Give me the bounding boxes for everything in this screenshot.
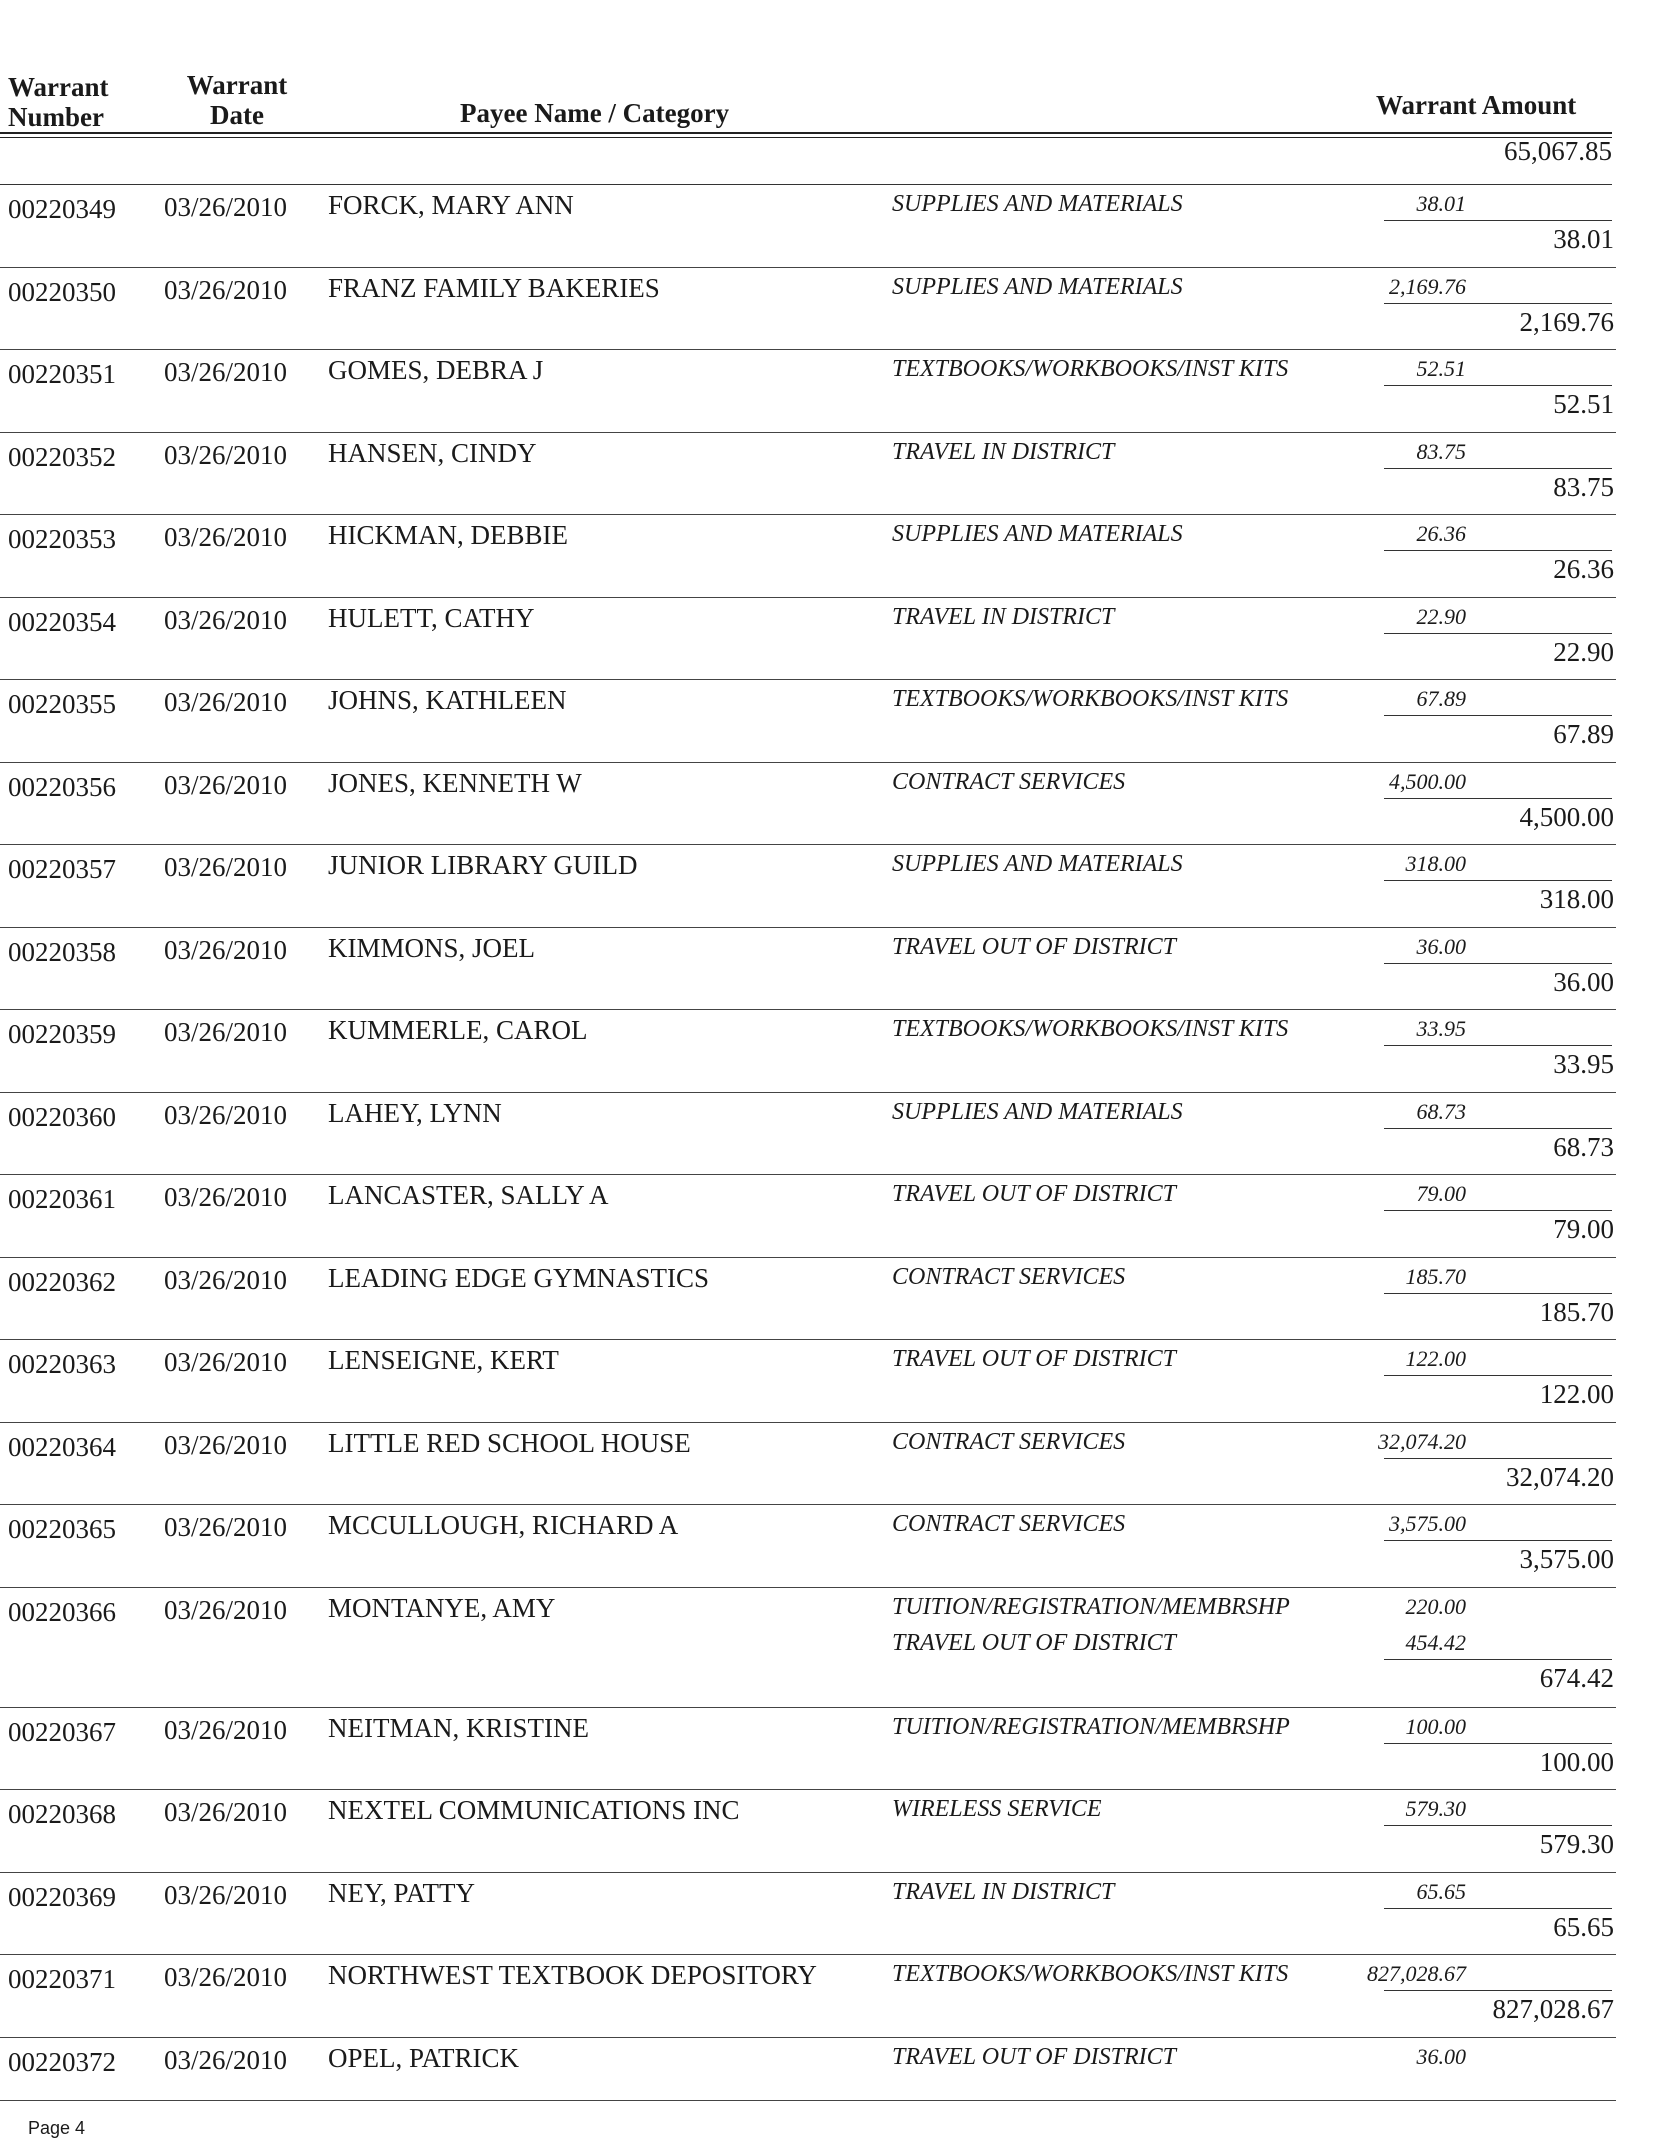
warrant-number: 00220358	[8, 936, 116, 967]
category-list	[892, 516, 1183, 552]
line-amount-list	[1336, 1874, 1566, 1910]
line-amount: 33.95	[1416, 1016, 1466, 1041]
subtotal-rule	[1384, 798, 1612, 799]
row-divider	[0, 184, 1612, 185]
subtotal-rule	[1384, 468, 1612, 469]
warrant-number: 00220366	[8, 1596, 116, 1627]
warrant-date: 03/26/2010	[164, 769, 288, 800]
line-amount: 67.89	[1416, 686, 1466, 711]
warrant-date: 03/26/2010	[164, 1429, 288, 1460]
warrant-date: 03/26/2010	[164, 1879, 288, 1910]
line-amount-list	[1336, 516, 1566, 552]
category-label: SUPPLIES AND MATERIALS	[892, 851, 1183, 877]
category-list	[892, 929, 1176, 965]
header-warrant-date	[172, 70, 302, 130]
line-amount: 36.00	[1416, 933, 1466, 959]
category-label: TRAVEL OUT OF DISTRICT	[892, 1181, 1176, 1207]
warrant-total: 318.00	[1539, 884, 1614, 914]
category-label: WIRELESS SERVICE	[892, 1796, 1102, 1822]
header-rule	[0, 132, 1612, 134]
warrant-number: 00220350	[8, 276, 116, 307]
subtotal-rule	[1384, 1990, 1612, 1991]
warrant-date: 03/26/2010	[164, 274, 288, 305]
warrant-date: 03/26/2010	[164, 1347, 288, 1377]
category-list	[892, 1956, 1288, 1992]
warrant-total: 100.00	[1539, 1746, 1614, 1777]
payee-name: HANSEN, CINDY	[328, 437, 537, 468]
warrant-total: 52.51	[1553, 389, 1614, 419]
subtotal-rule	[1384, 550, 1612, 551]
warrant-total: 674.42	[1539, 1662, 1614, 1693]
row-divider	[0, 267, 1616, 268]
row-divider	[0, 1092, 1616, 1093]
category-label: CONTRACT SERVICES	[892, 768, 1126, 795]
header-warrant-number	[8, 72, 109, 132]
row-divider	[0, 1587, 1616, 1588]
payee-name: JONES, KENNETH W	[328, 767, 582, 798]
payee-name: LAHEY, LYNN	[328, 1097, 502, 1128]
line-amount: 83.75	[1416, 438, 1466, 464]
row-divider	[0, 514, 1616, 515]
payee-name: LEADING EDGE GYMNASTICS	[328, 1262, 709, 1293]
warrant-total: 36.00	[1553, 966, 1614, 997]
warrant-number: 00220368	[8, 1799, 116, 1829]
category-list	[892, 2039, 1176, 2075]
line-amount-list	[1336, 599, 1566, 635]
warrant-number: 00220369	[8, 1881, 116, 1912]
payee-name: LENSEIGNE, KERT	[328, 1345, 559, 1375]
subtotal-rule	[1384, 220, 1612, 221]
warrant-number: 00220352	[8, 441, 116, 472]
category-label: TUITION/REGISTRATION/MEMBRSHP	[892, 1713, 1290, 1740]
table-row	[0, 1094, 1620, 1177]
line-amount: 3,575.00	[1389, 1511, 1466, 1536]
line-amount-list	[1336, 434, 1566, 470]
category-label: CONTRACT SERVICES	[892, 1263, 1126, 1290]
row-divider	[0, 1257, 1616, 1258]
table-row	[0, 269, 1620, 352]
subtotal-rule	[1384, 880, 1612, 881]
category-list	[892, 764, 1125, 800]
warrant-number: 00220355	[8, 689, 116, 719]
row-divider	[0, 927, 1616, 928]
row-divider	[0, 2037, 1616, 2038]
payee-name: MCCULLOUGH, RICHARD A	[328, 1510, 679, 1540]
row-divider	[0, 1174, 1616, 1175]
warrant-number: 00220364	[8, 1431, 116, 1462]
line-amount-list	[1336, 1709, 1566, 1745]
line-amount-list	[1336, 1956, 1566, 1992]
line-amount-list	[1336, 681, 1566, 717]
category-label: TUITION/REGISTRATION/MEMBRSHP	[892, 1593, 1290, 1620]
category-list	[892, 1094, 1183, 1130]
warrant-number: 00220356	[8, 771, 116, 802]
payee-name: GOMES, DEBRA J	[328, 355, 544, 385]
line-amount: 454.42	[1405, 1629, 1466, 1655]
payee-name: NEXTEL COMMUNICATIONS INC	[328, 1795, 740, 1825]
line-amount-list	[1336, 351, 1566, 387]
category-list	[892, 434, 1114, 470]
category-label: CONTRACT SERVICES	[892, 1428, 1126, 1455]
warrant-total: 3,575.00	[1519, 1544, 1614, 1574]
line-amount: 22.90	[1416, 603, 1466, 629]
category-label: TRAVEL OUT OF DISTRICT	[892, 1629, 1176, 1656]
warrant-total: 185.70	[1539, 1296, 1614, 1327]
warrant-number: 00220363	[8, 1349, 116, 1379]
row-divider	[0, 1872, 1616, 1873]
line-amount: 52.51	[1416, 356, 1466, 381]
category-label: TEXTBOOKS/WORKBOOKS/INST KITS	[892, 1961, 1289, 1987]
warrant-date: 03/26/2010	[164, 1512, 288, 1542]
warrant-number: 00220372	[8, 2046, 116, 2077]
table-row	[0, 1176, 1620, 1259]
row-divider	[0, 1954, 1616, 1955]
table-row	[0, 1341, 1620, 1424]
category-list	[892, 1011, 1288, 1047]
warrant-date: 03/26/2010	[164, 852, 288, 882]
line-amount-list	[1336, 1011, 1566, 1047]
row-divider	[0, 762, 1616, 763]
warrant-number: 00220367	[8, 1716, 116, 1747]
table-row	[0, 599, 1620, 682]
line-amount-list	[1336, 1341, 1566, 1377]
warrant-total: 79.00	[1553, 1214, 1614, 1244]
category-list	[892, 1424, 1125, 1460]
line-amount: 827,028.67	[1367, 1961, 1466, 1986]
line-amount-list	[1336, 1094, 1566, 1130]
category-list	[892, 846, 1183, 882]
warrant-number: 00220359	[8, 1019, 116, 1049]
category-label: CONTRACT SERVICES	[892, 1511, 1126, 1537]
warrant-total: 4,500.00	[1519, 801, 1614, 832]
carry-forward-total: 65,067.85	[1504, 136, 1612, 166]
table-row	[0, 846, 1620, 929]
header-warrant-number-line1: Warrant	[8, 72, 109, 102]
payee-name: NEY, PATTY	[328, 1877, 476, 1908]
warrant-number: 00220357	[8, 854, 116, 884]
warrant-date: 03/26/2010	[164, 439, 288, 470]
payee-name: OPEL, PATRICK	[328, 2042, 520, 2073]
row-divider	[0, 679, 1616, 680]
category-label: SUPPLIES AND MATERIALS	[892, 521, 1183, 547]
warrant-date: 03/26/2010	[164, 1797, 288, 1827]
category-label: TRAVEL OUT OF DISTRICT	[892, 1346, 1176, 1372]
line-amount: 32,074.20	[1378, 1428, 1466, 1454]
warrant-number: 00220360	[8, 1101, 116, 1132]
table-row	[0, 1259, 1620, 1342]
category-label: TEXTBOOKS/WORKBOOKS/INST KITS	[892, 1016, 1289, 1042]
warrant-date: 03/26/2010	[164, 1182, 288, 1212]
category-list	[892, 681, 1288, 717]
payee-name: FRANZ FAMILY BAKERIES	[328, 272, 660, 303]
payee-name: HULETT, CATHY	[328, 602, 535, 633]
line-amount-list	[1336, 269, 1566, 305]
table-row	[0, 351, 1620, 434]
subtotal-rule	[1384, 1293, 1612, 1294]
warrant-date: 03/26/2010	[164, 192, 288, 222]
subtotal-rule	[1384, 1659, 1612, 1660]
category-list	[892, 1506, 1125, 1542]
line-amount: 79.00	[1416, 1181, 1466, 1206]
category-label: SUPPLIES AND MATERIALS	[892, 191, 1183, 217]
warrant-number: 00220362	[8, 1266, 116, 1297]
row-divider	[0, 1009, 1616, 1010]
header-warrant-amount: Warrant Amount	[1376, 90, 1577, 120]
table-row	[0, 929, 1620, 1012]
warrant-total: 38.01	[1553, 224, 1614, 254]
line-amount-list	[1336, 1424, 1566, 1460]
row-divider	[0, 1339, 1616, 1340]
warrant-date: 03/26/2010	[164, 1264, 288, 1295]
warrant-total: 827,028.67	[1492, 1994, 1614, 2024]
line-amount: 579.30	[1405, 1796, 1466, 1821]
line-amount-list	[1336, 929, 1566, 965]
category-list	[892, 1259, 1125, 1295]
line-amount-list	[1336, 846, 1566, 882]
page-label: Page 4	[28, 2118, 86, 2138]
row-divider	[0, 1707, 1616, 1708]
header-rule-secondary	[0, 137, 1612, 138]
category-list	[892, 186, 1183, 222]
warrant-date: 03/26/2010	[164, 357, 288, 387]
warrant-total: 122.00	[1539, 1379, 1614, 1409]
category-list	[892, 351, 1288, 387]
category-list	[892, 1589, 1290, 1661]
line-amount-list	[1336, 186, 1566, 222]
warrant-total: 67.89	[1553, 719, 1614, 749]
warrant-total: 33.95	[1553, 1049, 1614, 1079]
row-divider	[0, 597, 1616, 598]
warrant-total: 65.65	[1553, 1911, 1614, 1942]
payee-name: JOHNS, KATHLEEN	[328, 685, 567, 715]
warrant-date: 03/26/2010	[164, 522, 288, 552]
warrant-total: 68.73	[1553, 1131, 1614, 1162]
row-divider	[0, 1789, 1616, 1790]
category-label: TRAVEL OUT OF DISTRICT	[892, 933, 1176, 960]
category-list	[892, 1709, 1290, 1745]
warrant-total: 2,169.76	[1519, 306, 1614, 337]
table-row	[0, 2039, 1620, 2122]
row-divider	[0, 844, 1616, 845]
line-amount: 38.01	[1416, 191, 1466, 216]
table-row	[0, 1874, 1620, 1957]
subtotal-rule	[1384, 1908, 1612, 1909]
table-row	[0, 186, 1620, 269]
category-label: TEXTBOOKS/WORKBOOKS/INST KITS	[892, 686, 1289, 712]
line-amount: 68.73	[1416, 1098, 1466, 1124]
subtotal-rule	[1384, 1825, 1612, 1826]
category-list	[892, 1341, 1176, 1377]
table-row	[0, 1956, 1620, 2039]
warrant-number: 00220354	[8, 606, 116, 637]
table-row	[0, 1791, 1620, 1874]
warrant-date: 03/26/2010	[164, 1017, 288, 1047]
table-row	[0, 681, 1620, 764]
warrant-total: 22.90	[1553, 636, 1614, 667]
table-row	[0, 764, 1620, 847]
line-amount: 318.00	[1405, 851, 1466, 876]
warrant-date: 03/26/2010	[164, 1594, 288, 1625]
subtotal-rule	[1384, 1210, 1612, 1211]
subtotal-rule	[1384, 1375, 1612, 1376]
category-label: SUPPLIES AND MATERIALS	[892, 273, 1183, 300]
category-list	[892, 599, 1114, 635]
warrant-date: 03/26/2010	[164, 604, 288, 635]
payee-name: NORTHWEST TEXTBOOK DEPOSITORY	[328, 1960, 817, 1990]
warrant-date: 03/26/2010	[164, 1962, 288, 1992]
payee-name: FORCK, MARY ANN	[328, 190, 574, 220]
warrant-total: 83.75	[1553, 471, 1614, 502]
payee-name: LANCASTER, SALLY A	[328, 1180, 609, 1210]
warrant-number: 00220349	[8, 194, 116, 224]
warrant-total: 579.30	[1539, 1829, 1614, 1859]
header-warrant-date-line1: Warrant	[186, 70, 288, 100]
category-list	[892, 1874, 1114, 1910]
warrant-number: 00220351	[8, 359, 116, 389]
subtotal-rule	[1384, 1045, 1612, 1046]
warrant-number: 00220371	[8, 1964, 116, 1994]
category-list	[892, 269, 1183, 305]
line-amount-list	[1336, 1589, 1566, 1661]
header-warrant-date-line2: Date	[210, 100, 264, 130]
line-amount-list	[1336, 1259, 1566, 1295]
table-row	[0, 1709, 1620, 1792]
line-amount: 36.00	[1416, 2043, 1466, 2069]
warrant-total: 32,074.20	[1506, 1461, 1614, 1492]
warrant-total: 26.36	[1553, 554, 1614, 584]
subtotal-rule	[1384, 963, 1612, 964]
category-label: SUPPLIES AND MATERIALS	[892, 1098, 1183, 1125]
line-amount-list	[1336, 1176, 1566, 1212]
line-amount: 185.70	[1405, 1263, 1466, 1289]
category-label: TRAVEL OUT OF DISTRICT	[892, 2043, 1176, 2070]
subtotal-rule	[1384, 715, 1612, 716]
payee-name: HICKMAN, DEBBIE	[328, 520, 568, 550]
category-label: TRAVEL IN DISTRICT	[892, 603, 1115, 630]
warrant-number: 00220361	[8, 1184, 116, 1214]
table-row	[0, 1011, 1620, 1094]
payee-name: KUMMERLE, CAROL	[328, 1015, 588, 1045]
table-row	[0, 434, 1620, 517]
subtotal-rule	[1384, 633, 1612, 634]
table-row	[0, 1506, 1620, 1589]
subtotal-rule	[1384, 385, 1612, 386]
line-amount: 26.36	[1416, 521, 1466, 546]
category-list	[892, 1791, 1102, 1827]
header-warrant-number-line2: Number	[8, 102, 104, 132]
row-divider	[0, 349, 1616, 350]
subtotal-rule	[1384, 1540, 1612, 1541]
warrant-number: 00220353	[8, 524, 116, 554]
warrant-date: 03/26/2010	[164, 1714, 288, 1745]
category-label: TRAVEL IN DISTRICT	[892, 1878, 1115, 1905]
line-amount-list	[1336, 2039, 1566, 2075]
subtotal-rule	[1384, 1128, 1612, 1129]
payee-name: JUNIOR LIBRARY GUILD	[328, 850, 638, 880]
row-divider	[0, 432, 1616, 433]
payee-name: MONTANYE, AMY	[328, 1592, 556, 1623]
line-amount-list	[1336, 764, 1566, 800]
line-amount-list	[1336, 1791, 1566, 1827]
footer-rule	[0, 2100, 1616, 2101]
payee-name: LITTLE RED SCHOOL HOUSE	[328, 1427, 691, 1458]
line-amount: 122.00	[1405, 1346, 1466, 1371]
line-amount-list	[1336, 1506, 1566, 1542]
subtotal-rule	[1384, 1743, 1612, 1744]
subtotal-rule	[1384, 1458, 1612, 1459]
category-list	[892, 1176, 1176, 1212]
warrant-date: 03/26/2010	[164, 1099, 288, 1130]
warrant-date: 03/26/2010	[164, 2044, 288, 2075]
table-row	[0, 1589, 1620, 1709]
category-label: TEXTBOOKS/WORKBOOKS/INST KITS	[892, 356, 1289, 382]
payee-name: KIMMONS, JOEL	[328, 932, 536, 963]
row-divider	[0, 1504, 1616, 1505]
warrant-date: 03/26/2010	[164, 934, 288, 965]
category-label: TRAVEL IN DISTRICT	[892, 438, 1115, 465]
line-amount: 65.65	[1416, 1878, 1466, 1904]
line-amount: 2,169.76	[1389, 273, 1466, 299]
payee-name: NEITMAN, KRISTINE	[328, 1712, 589, 1743]
header-payee: Payee Name / Category	[460, 98, 730, 128]
table-row	[0, 516, 1620, 599]
warrant-date: 03/26/2010	[164, 687, 288, 717]
line-amount: 220.00	[1405, 1593, 1466, 1619]
subtotal-rule	[1384, 303, 1612, 304]
line-amount: 100.00	[1405, 1713, 1466, 1739]
table-row	[0, 1424, 1620, 1507]
line-amount: 4,500.00	[1389, 768, 1466, 794]
row-divider	[0, 1422, 1616, 1423]
warrant-number: 00220365	[8, 1514, 116, 1544]
